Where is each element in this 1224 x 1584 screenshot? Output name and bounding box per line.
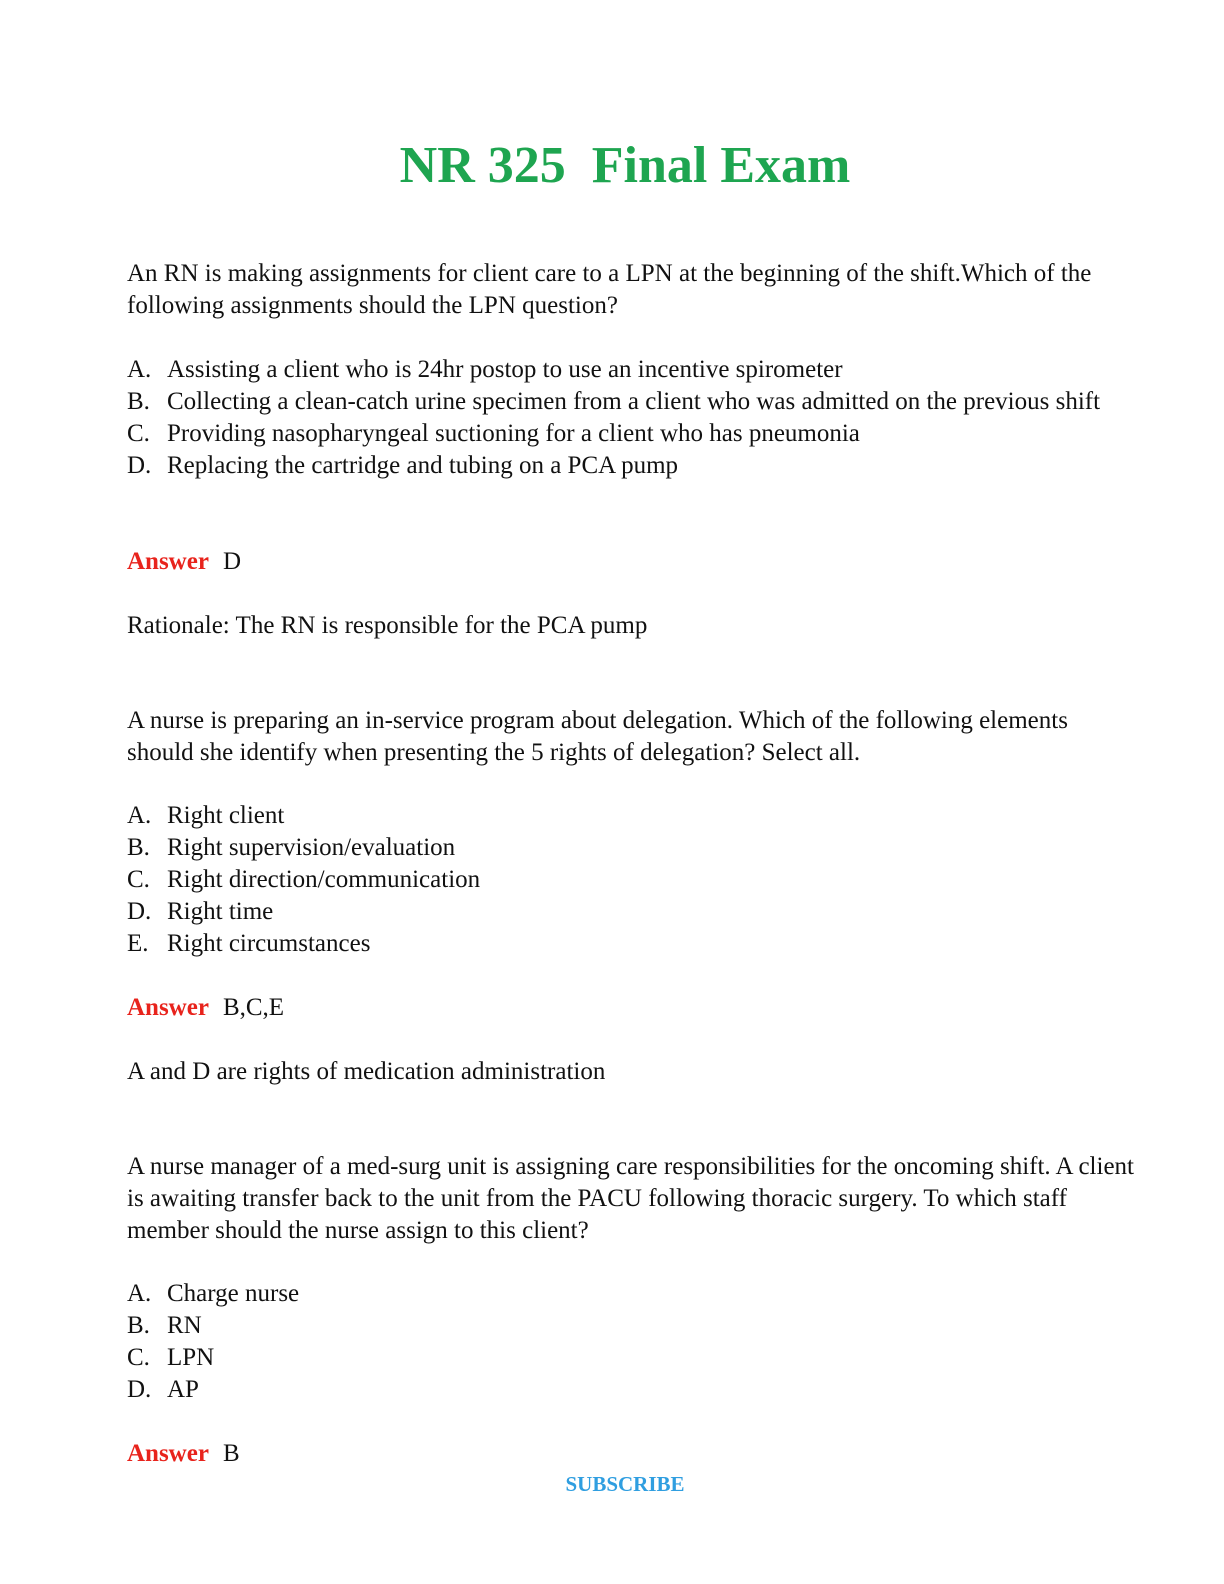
option-item [127, 1278, 1137, 1310]
rationale-text: Rationale: The RN is responsible for the PCA pump [127, 612, 648, 639]
option-item [127, 354, 1137, 386]
question-2-stem [127, 705, 1137, 769]
option-text: Right time [167, 898, 274, 925]
option-letter: A. [127, 1280, 152, 1307]
option-item [127, 832, 1137, 864]
option-letter: C. [127, 420, 150, 447]
option-item [127, 896, 1137, 928]
question-3-options [127, 1278, 1137, 1406]
answer-value: D [222, 548, 241, 575]
option-letter: A. [127, 356, 152, 383]
option-text: Right supervision/evaluation [167, 834, 456, 861]
option-item [127, 800, 1137, 832]
option-text: RN [167, 1312, 202, 1339]
question-stem-text: A nurse is preparing an in-service program about delegation. Which of the following elements should she identify when presenting the 5 rights of delegation? Select all. [127, 707, 1068, 766]
option-text: Collecting a clean-catch urine specimen from a client who was admitted on the previous shift [167, 388, 1101, 415]
question-1-options [127, 354, 1137, 482]
question-2-answer [127, 992, 1137, 1024]
option-text: Providing nasopharyngeal suctioning for a client who has pneumonia [167, 420, 860, 447]
answer-label: Answer [127, 994, 209, 1021]
subscribe-link[interactable]: SUBSCRIBE [565, 1472, 685, 1496]
option-letter: D. [127, 898, 152, 925]
question-stem-text: A nurse manager of a med-surg unit is assigning care responsibilities for the oncoming shift. A client is awaiting transfer back to the unit from the PACU following thoracic surgery. To which staff member should the nurse assign to this client? [127, 1153, 1134, 1244]
option-letter: B. [127, 388, 150, 415]
option-text: Assisting a client who is 24hr postop to use an incentive spirometer [167, 356, 843, 383]
answer-label: Answer [127, 1440, 209, 1467]
option-letter: E. [127, 930, 149, 957]
option-letter: C. [127, 866, 150, 893]
question-1-answer [127, 546, 1137, 578]
option-item [127, 864, 1137, 896]
option-item [127, 1310, 1137, 1342]
option-text: Right circumstances [167, 930, 371, 957]
option-text: Right client [167, 802, 285, 829]
question-3-answer [127, 1438, 1137, 1470]
option-text: Replacing the cartridge and tubing on a PCA pump [167, 452, 679, 479]
option-letter: A. [127, 802, 152, 829]
option-letter: D. [127, 1376, 152, 1403]
option-item [127, 418, 1137, 450]
option-item [127, 450, 1137, 482]
option-text: LPN [167, 1344, 215, 1371]
question-1-stem [127, 258, 1137, 322]
page-title: NR 325 Final Exam [399, 137, 851, 194]
question-stem-text: An RN is making assignments for client care to a LPN at the beginning of the shift.Which of the following assignments should the LPN question? [127, 260, 1092, 319]
question-3-stem [127, 1151, 1137, 1247]
option-letter: C. [127, 1344, 150, 1371]
rationale-text: A and D are rights of medication administration [127, 1058, 606, 1085]
option-letter: B. [127, 834, 150, 861]
option-item [127, 386, 1137, 418]
option-item [127, 1342, 1137, 1374]
option-text: AP [167, 1376, 199, 1403]
question-2-rationale [127, 1056, 1137, 1088]
question-2-options [127, 800, 1137, 960]
answer-value: B,C,E [222, 994, 285, 1021]
option-letter: B. [127, 1312, 150, 1339]
option-letter: D. [127, 452, 152, 479]
option-text: Charge nurse [167, 1280, 300, 1307]
question-1-rationale [127, 610, 1137, 642]
answer-value: B [222, 1440, 240, 1467]
option-item [127, 1374, 1137, 1406]
answer-label: Answer [127, 548, 209, 575]
option-text: Right direction/communication [167, 866, 481, 893]
option-item [127, 928, 1137, 960]
